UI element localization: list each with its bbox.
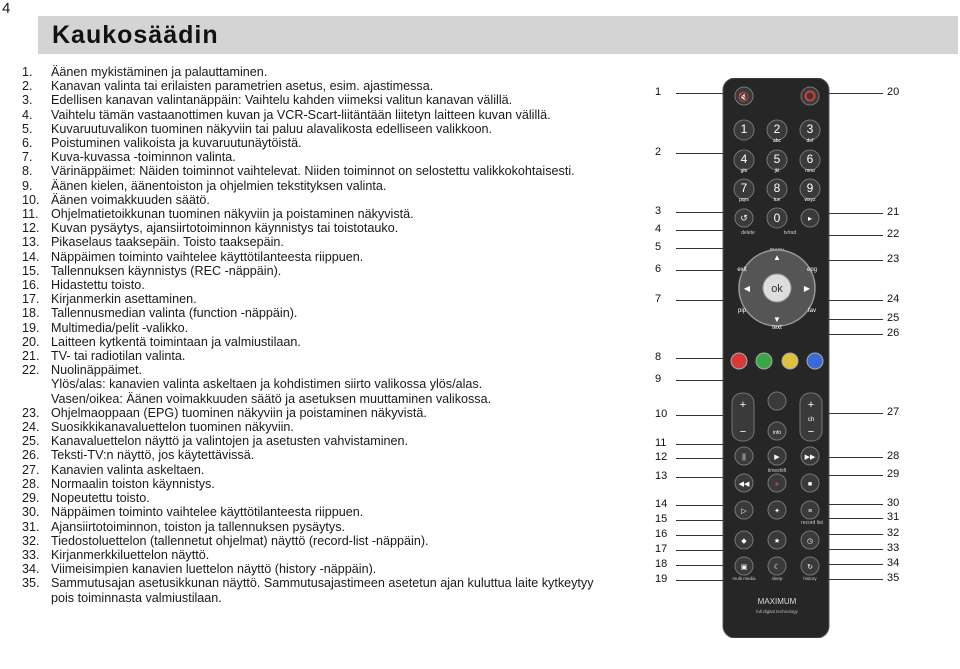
item-number: 14. [22,249,40,264]
delete-label: delete [741,230,755,236]
digit-label: 0 [773,211,781,225]
callout-number: 24 [887,293,900,305]
list-item [22,448,597,462]
play-icon: ▶ [774,454,780,461]
list-item [22,520,597,534]
list-item [22,164,597,178]
item-text: Laitteen kytkentä toimintaan ja valmiustilaan. [51,334,301,349]
item-number: 30. [22,505,40,520]
multimedia-icon: ▣ [740,564,748,571]
leader-line [676,520,726,521]
digit-label: 3 [806,122,814,136]
list-item [22,434,597,448]
callout-number: 26 [887,327,900,339]
leader-line [828,579,883,580]
item-text: Kanavien valinta askeltaen. [51,462,205,477]
leader-line [676,477,726,478]
ok-label: ok [771,283,783,295]
leader-line [676,212,726,213]
blue-color-key [807,353,823,369]
list-item [22,235,597,249]
callout-number: 13 [655,470,668,482]
sleep-icon: ☾ [773,564,781,571]
leader-line [828,334,883,335]
callout-number: 30 [887,497,900,509]
list-item [22,207,597,221]
leader-line [828,475,883,476]
callout-number: 18 [655,558,668,570]
digit-label: 4 [740,152,748,166]
item-text: TV- tai radiotilan valinta. [51,349,186,364]
green-color-key [756,353,772,369]
digit-sub-label: wxyz [804,197,816,203]
mute-icon: 🔇 [738,92,750,102]
history-label: history [803,576,817,581]
item-text: Nopeutettu toisto. [51,491,150,506]
power-button [801,87,819,105]
item-number: 15. [22,263,40,278]
item-text: Kuva-kuvassa -toiminnon valinta. [51,150,236,165]
fast-forward-icon: ▶▶ [804,454,816,461]
callout-number: 1 [655,86,662,98]
item-text: Suosikkikanavaluettelon tuominen näkyviin. [51,420,294,435]
digit-sub-label: mno [805,168,815,174]
leader-line [828,235,883,236]
callout-number: 3 [655,205,662,217]
timeshift-label: timeshift [767,468,787,474]
multimedia-label: multi media [732,576,756,581]
item-number: 20. [22,334,40,349]
callout-number: 20 [887,86,900,98]
rewind-icon: ◀◀ [738,481,750,488]
item-number: 26. [22,448,40,463]
item-text: Vaihtelu tämän vastaanottimen kuvan ja VCR-Scart-liitäntään liitetyn laitteen kuvan välillä. [51,107,551,122]
item-text: Värinäppäimet: Näiden toiminnot vaihtelevat. Niiden toiminnot on selostettu valikkokohtaisesti. [51,164,575,179]
history-icon: ◷ [806,538,814,545]
item-number: 5. [22,121,33,136]
leader-line [828,549,883,550]
callout-number: 23 [887,253,900,265]
list-item [22,221,597,235]
leader-line [676,300,726,301]
digit-label: 6 [806,152,814,166]
function-list [22,65,597,605]
tv-radio-icon: ▸ [807,214,813,223]
item-text: Kirjanmerkin asettaminen. [51,292,197,307]
item-number: 28. [22,476,40,491]
leader-line [676,230,726,231]
digit-sub-label: pqrs [739,197,749,203]
callout-number: 15 [655,513,668,525]
leader-line [828,564,883,565]
item-number: 11. [22,207,39,222]
up-arrow-icon: ▲ [773,253,781,262]
stop-icon: ■ [807,481,813,488]
callout-number: 9 [655,373,662,385]
item-number: 7. [22,150,33,165]
list-item [22,278,597,292]
item-text: Poistuminen valikoista ja kuvaruutunäytöistä. [51,136,302,151]
page-title: Kaukosäädin [52,21,219,49]
info-label: info [772,430,782,436]
leader-line [676,565,726,566]
item-text: Äänen voimakkuuden säätö. [51,192,210,207]
sleep-label: sleep [771,576,783,581]
leader-line [828,300,883,301]
callout-number: 21 [887,206,900,218]
item-text: Tiedostoluettelon (tallennetut ohjelmat) näyttö (record-list -näppäin). [51,533,429,548]
item-text: Kanavan valinta tai erilaisten parametrien asetus, esim. ajastimessa. [51,79,434,94]
leader-line [828,413,883,414]
item-text: Pikaselaus taaksepäin. Toisto taaksepäin. [51,235,284,250]
item-text: Nuolinäppäimet. [51,363,143,378]
slow-icon: ▷ [741,508,747,515]
list-item [22,420,597,434]
list-item [22,193,597,207]
callout-number: 33 [887,542,900,554]
leader-line [828,319,883,320]
item-number: 27. [22,462,40,477]
item-number: 35. [22,576,40,591]
callout-number: 35 [887,572,900,584]
item-number: 29. [22,491,40,506]
volume-up-icon: + [739,399,747,411]
item-text: Hidastettu toisto. [51,278,145,293]
list-item [22,264,597,278]
callout-number: 16 [655,528,668,540]
callout-number: 31 [887,511,900,523]
callout-number: 29 [887,468,900,480]
callout-number: 8 [655,351,662,363]
item-text: Äänen kielen, äänentoiston ja ohjelmien tekstityksen valinta. [51,178,387,193]
item-text: Näppäimen toiminto vaihtelee käyttötilanteesta riippuen. [51,505,364,520]
pip-label: pip [737,308,747,314]
item-number: 32. [22,533,40,548]
list-item [22,363,597,377]
list-item [22,79,597,93]
list-item [22,406,597,420]
tvrad-label: tv/rad [783,230,797,236]
item-number: 2. [22,79,33,94]
callout-number: 11 [655,437,667,449]
leader-line [828,93,883,94]
list-item [22,321,597,335]
list-item [22,179,597,193]
list-item [22,477,597,491]
digit-sub-label: abc [772,138,782,144]
callout-number: 10 [655,408,668,420]
leader-line [676,248,726,249]
record-list-icon: ≡ [807,508,813,515]
item-number: 16. [22,278,40,293]
item-text: Edellisen kanavan valintanäppäin: Vaihtelu kahden viimeksi valitun kanavan välillä. [51,93,513,108]
list-item [22,548,597,562]
function-icon: ◆ [741,538,747,545]
item-text: Viimeisimpien kanavien luettelon näyttö (history -näppäin). [51,562,377,577]
item-text: Sammutusajan asetusikkunan näyttö. Sammutusajastimeen asetetun ajan kuluttua laite kytkeytyy pois toiminnasta valmiustilaan. [51,576,594,605]
leader-line [676,380,726,381]
leader-line [676,93,726,94]
item-number: 6. [22,136,33,151]
item-number: 25. [22,434,40,449]
brand-logo: MAXIMUM [757,597,797,606]
list-item [22,93,597,107]
recall-icon: ↺ [740,213,748,223]
leader-line [676,415,726,416]
leader-line [828,534,883,535]
item-text: Tallennuksen käynnistys (REC -näppäin). [51,263,282,278]
red-color-key [731,353,747,369]
digit-sub-label: def [806,138,814,144]
list-item [22,150,597,164]
item-number: 23. [22,405,40,420]
list-item [22,576,597,604]
digit-label: 9 [806,181,814,195]
text-label: text [772,325,782,331]
item-text: Näppäimen toiminto vaihtelee käyttötilanteesta riippuen. [51,249,364,264]
item-number: 4. [22,107,33,122]
epg-label: epg [806,267,818,273]
item-number: 1. [22,65,33,79]
leader-line [676,270,726,271]
leader-line [828,260,883,261]
callout-number: 4 [655,223,662,235]
list-item [22,65,597,79]
item-text: Äänen mykistäminen ja palauttaminen. [51,65,268,79]
digit-sub-label: jkl [774,168,780,174]
list-item [22,463,597,477]
leader-line [676,550,726,551]
item-text: Ajansiirtotoiminnon, toiston ja tallennuksen pysäytys. [51,519,346,534]
list-item-detail [22,392,597,406]
yellow-color-key [782,353,798,369]
down-arrow-icon: ▼ [773,315,781,324]
right-arrow-icon: ▶ [803,284,811,293]
indent [22,392,51,406]
digit-label: 8 [773,181,781,195]
list-item-detail [22,377,597,391]
callout-number: 7 [655,293,662,305]
leader-line [676,358,726,359]
item-number: 19. [22,320,40,335]
item-number: 13. [22,235,40,250]
audio-button [768,392,786,410]
item-number: 17. [22,292,40,307]
item-number: 22. [22,363,40,378]
list-item [22,122,597,136]
list-item [22,349,597,363]
item-number: 24. [22,420,40,435]
digit-sub-label: tuv [773,197,781,203]
sleep-timer-icon: ↻ [807,564,813,571]
item-text: Ohjelmaoppaan (EPG) tuominen näkyviin ja poistaminen näkyvistä. [51,405,427,420]
item-text: Multimedia/pelit -valikko. [51,320,189,335]
item-number: 12. [22,221,40,236]
item-text: Teksti-TV:n näyttö, jos käytettävissä. [51,448,255,463]
item-text: Kuvan pysäytys, ajansiirtotoiminnon käynnistys tai toistotauko. [51,221,399,236]
channel-label: ch [807,417,815,423]
list-item [22,108,597,122]
list-item [22,335,597,349]
left-arrow-icon: ◀ [743,284,751,293]
callout-number: 5 [655,241,662,253]
callout-number: 17 [655,543,668,555]
exit-label: exit [737,267,747,273]
leader-line [676,580,726,581]
leader-line [828,518,883,519]
list-item [22,562,597,576]
callout-number: 27 [887,406,900,418]
callout-number: 32 [887,527,900,539]
callout-number: 19 [655,573,668,585]
volume-down-icon: − [739,426,747,438]
leader-line [828,457,883,458]
item-text: Kuvaruutuvalikon tuominen näkyviin tai paluu alavalikosta edelliseen valikkoon. [51,121,493,136]
item-number: 31. [22,519,40,534]
item-number: 33. [22,547,40,562]
leader-line [676,153,726,154]
item-number: 8. [22,164,33,179]
item-number: 3. [22,93,33,108]
callout-number: 14 [655,498,668,510]
item-text: Tallennusmedian valinta (function -näppäin). [51,306,298,321]
list-item [22,491,597,505]
callout-number: 6 [655,263,662,275]
page-number: 4 [2,0,11,17]
list-item [22,306,597,320]
title-bar [38,16,958,54]
item-number: 18. [22,306,40,321]
item-text: Kirjanmerkkiluettelon näyttö. [51,547,210,562]
digit-sub-label: ghi [740,168,748,174]
bookmark-list-icon: ★ [773,538,781,545]
list-item [22,250,597,264]
leader-line [676,535,726,536]
item-text: Kanavaluettelon näyttö ja valintojen ja asetusten vahvistaminen. [51,434,409,449]
digit-label: 1 [740,122,748,136]
list-item [22,534,597,548]
record-list-label: record list [801,520,823,526]
item-number: 34. [22,562,40,577]
pause-icon: || [742,454,746,461]
item-text: Normaalin toiston käynnistys. [51,476,215,491]
callout-number: 28 [887,450,900,462]
digit-label: 7 [740,181,748,195]
bookmark-icon: ✦ [774,508,780,515]
callout-number: 22 [887,228,900,240]
item-number: 10. [22,192,40,207]
list-item [22,292,597,306]
list-item [22,505,597,519]
leader-line [676,505,726,506]
callout-number: 2 [655,146,662,158]
indent [22,377,51,391]
leader-line [828,213,883,214]
list-item [22,136,597,150]
leader-line [676,458,726,459]
item-number: 21. [22,349,40,364]
item-detail-text: Ylös/alas: kanavien valinta askeltaen ja kohdistimen siirto valikossa ylös/alas. [51,377,483,392]
item-text: Ohjelmatietoikkunan tuominen näkyviin ja poistaminen näkyvistä. [51,207,414,222]
item-detail-text: Vasen/oikea: Äänen voimakkuuden säätö ja asetuksen muuttaminen valikossa. [51,391,492,406]
digit-label: 2 [773,122,781,136]
record-icon: ● [774,481,780,488]
callout-number: 25 [887,312,900,324]
leader-line [676,444,726,445]
fav-label: fav [807,308,817,314]
brand-subtitle: full digital technology [756,609,798,614]
channel-up-icon: + [807,399,815,411]
leader-line [828,504,883,505]
digit-label: 5 [773,152,781,166]
channel-down-icon: − [807,426,815,438]
callout-number: 12 [655,451,668,463]
callout-number: 34 [887,557,900,569]
item-number: 9. [22,178,33,193]
remote-control-illustration [720,78,832,638]
